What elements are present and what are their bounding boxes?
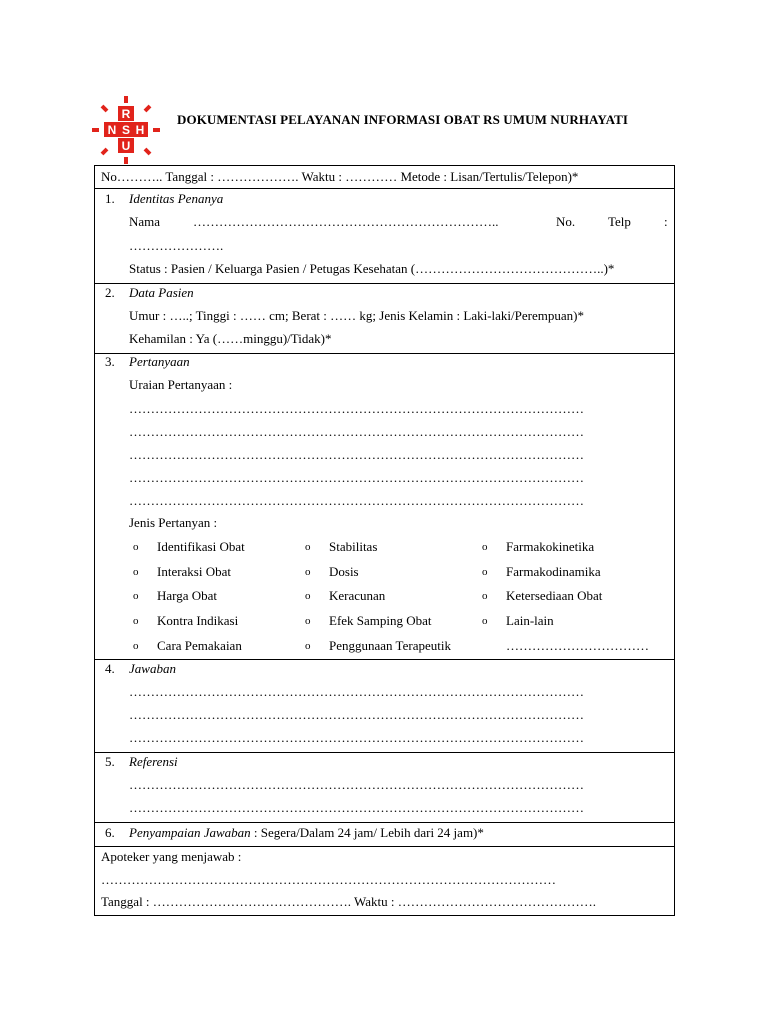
option-bullet-icon: o <box>133 590 139 602</box>
option-bullet-icon: o <box>133 566 139 578</box>
logo-letter-n: N <box>107 123 117 137</box>
option-label: Harga Obat <box>157 588 218 603</box>
logo-letter-r: R <box>121 107 131 121</box>
section-2-number: 2. <box>105 285 115 300</box>
option-label: Penggunaan Terapeutik <box>329 638 451 653</box>
logo-letter-h: H <box>135 123 145 137</box>
jenis-pertanyaan-label: Jenis Pertanyan : <box>129 515 218 530</box>
question-line: …………………………………………………………………………………………… <box>129 401 584 416</box>
option-bullet-icon: o <box>305 541 311 553</box>
telp-colon: : <box>664 214 668 229</box>
section-6-text <box>129 825 484 841</box>
answer-line: …………………………………………………………………………………………… <box>129 684 584 699</box>
option-label: Efek Samping Obat <box>329 613 432 628</box>
logo-letter-s: S <box>121 123 131 137</box>
section-penyampaian-jawaban <box>95 823 674 847</box>
answer-line: …………………………………………………………………………………………… <box>129 707 584 722</box>
apoteker-name-dots: …………………………………………………………………………………………… <box>101 872 556 887</box>
option-label: Keracunan <box>329 588 386 603</box>
option-label: Identifikasi Obat <box>157 539 245 554</box>
option-label: Farmakokinetika <box>506 539 595 554</box>
no-label: No. <box>556 214 576 229</box>
hospital-logo <box>90 94 162 166</box>
pregnancy-line: Kehamilan : Ya (……minggu)/Tidak)* <box>129 331 332 346</box>
question-line: …………………………………………………………………………………………… <box>129 424 584 439</box>
option-bullet-icon: o <box>305 615 311 627</box>
section-data-pasien <box>95 284 674 354</box>
nama-label: Nama <box>129 214 161 229</box>
section-jawaban <box>95 660 674 753</box>
telp-field-dots: …………………. <box>129 238 224 253</box>
section-4-title: Jawaban <box>129 661 176 676</box>
no-date-method-line: No……….. Tanggal : ………………. Waktu : ………… Metode : Lisan/Tertulis/Telepon)* <box>101 169 579 184</box>
section-3-number: 3. <box>105 354 115 369</box>
section-6-number: 6. <box>105 825 115 840</box>
option-label: Lain-lain <box>506 613 554 628</box>
telp-label: Telp <box>608 214 631 229</box>
question-line: …………………………………………………………………………………………… <box>129 470 584 485</box>
section-5-title: Referensi <box>129 754 178 769</box>
option-bullet-icon: o <box>482 615 488 627</box>
nama-field-dots: …………………………………………………………….. <box>193 214 499 229</box>
option-bullet-icon: o <box>482 566 488 578</box>
question-line: …………………………………………………………………………………………… <box>129 447 584 462</box>
section-5-number: 5. <box>105 754 115 769</box>
option-label: Cara Pemakaian <box>157 638 242 653</box>
header-row <box>95 166 674 189</box>
option-bullet-icon: o <box>133 615 139 627</box>
section-3-title: Pertanyaan <box>129 354 190 369</box>
date-time-line: Tanggal : ………………………………………. Waktu : ………………………………………. <box>101 894 597 909</box>
option-bullet-icon: o <box>305 566 311 578</box>
section-referensi <box>95 753 674 823</box>
option-bullet-icon: o <box>305 640 311 652</box>
option-label: Ketersediaan Obat <box>506 588 603 603</box>
apoteker-label: Apoteker yang menjawab : <box>101 849 242 864</box>
option-other-dots: …………………………… <box>506 638 649 653</box>
status-line: Status : Pasien / Keluarga Pasien / Petugas Kesehatan (……………………………………..)* <box>129 261 615 276</box>
answer-line: …………………………………………………………………………………………… <box>129 730 584 745</box>
question-line: …………………………………………………………………………………………… <box>129 493 584 508</box>
reference-line: …………………………………………………………………………………………… <box>129 800 584 815</box>
uraian-pertanyaan-label: Uraian Pertanyaan : <box>129 377 233 392</box>
option-label: Farmakodinamika <box>506 564 601 579</box>
option-bullet-icon: o <box>133 640 139 652</box>
option-bullet-icon: o <box>482 590 488 602</box>
section-4-number: 4. <box>105 661 115 676</box>
section-pertanyaan <box>95 354 674 660</box>
reference-line: …………………………………………………………………………………………… <box>129 777 584 792</box>
section-1-number: 1. <box>105 191 115 206</box>
option-label: Interaksi Obat <box>157 564 232 579</box>
section-6-options: : Segera/Dalam 24 jam/ Lebih dari 24 jam)* <box>250 825 484 840</box>
logo-letter-u: U <box>121 139 131 153</box>
option-bullet-icon: o <box>305 590 311 602</box>
section-identitas-penanya <box>95 189 674 284</box>
section-1-title: Identitas Penanya <box>129 191 224 206</box>
signature-block <box>95 847 674 917</box>
option-label: Kontra Indikasi <box>157 613 239 628</box>
option-bullet-icon: o <box>482 541 488 553</box>
form-table <box>94 165 675 916</box>
document-title: DOKUMENTASI PELAYANAN INFORMASI OBAT RS UMUM NURHAYATI <box>177 112 629 127</box>
section-6-title: Penyampaian Jawaban <box>129 825 251 840</box>
option-bullet-icon: o <box>133 541 139 553</box>
option-label: Dosis <box>329 564 359 579</box>
section-2-title: Data Pasien <box>129 285 194 300</box>
option-label: Stabilitas <box>329 539 378 554</box>
patient-measurements-line: Umur : …..; Tinggi : …… cm; Berat : …… kg; Jenis Kelamin : Laki-laki/Perempuan)* <box>129 308 584 323</box>
